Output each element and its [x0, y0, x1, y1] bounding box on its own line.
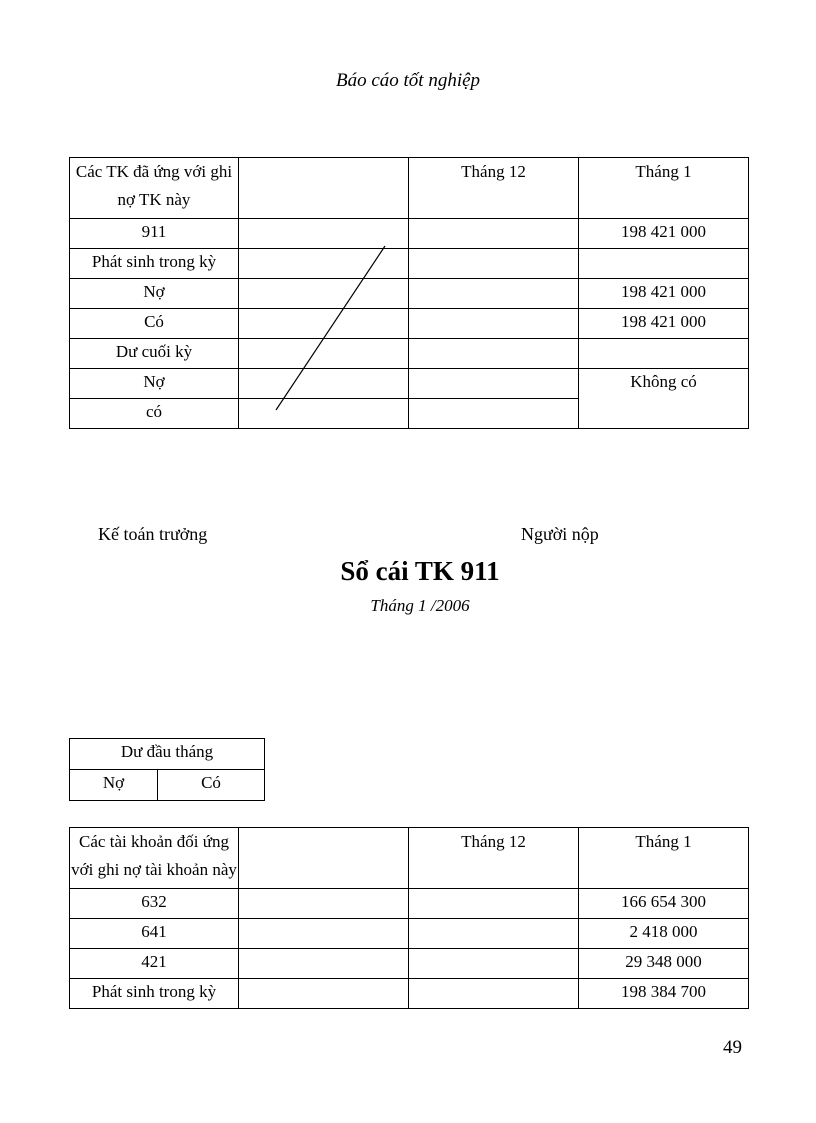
table-cell-merged: Không có [579, 369, 749, 429]
account-table-1 [69, 157, 749, 429]
header-cell [239, 158, 409, 219]
table-cell [239, 919, 409, 949]
row-label: 641 [70, 919, 239, 949]
table-row [70, 339, 749, 369]
row-label: Nợ [70, 369, 239, 399]
table-row [70, 949, 749, 979]
table-cell [239, 279, 409, 309]
table-row [70, 219, 749, 249]
table-cell [239, 219, 409, 249]
table-cell: 166 654 300 [579, 889, 749, 919]
table-cell [239, 979, 409, 1009]
table-cell: 2 418 000 [579, 919, 749, 949]
table-cell [409, 979, 579, 1009]
row-label: 632 [70, 889, 239, 919]
row-label: có [70, 399, 239, 429]
debit-label: Nợ [70, 770, 158, 801]
table-cell [409, 919, 579, 949]
table-cell [239, 309, 409, 339]
table-cell: 198 384 700 [579, 979, 749, 1009]
table-row [70, 919, 749, 949]
header-cell: Các TK đã ứng với ghi nợ TK này [70, 158, 239, 219]
table-cell [409, 399, 579, 429]
opening-balance-table [69, 738, 265, 801]
table-cell [239, 249, 409, 279]
row-label: Dư cuối kỳ [70, 339, 239, 369]
table-cell [409, 369, 579, 399]
table-cell [239, 949, 409, 979]
signature-chief-accountant: Kế toán trưởng [98, 524, 208, 544]
table-cell [409, 889, 579, 919]
row-label: Phát sinh trong kỳ [70, 249, 239, 279]
header-cell: Tháng 1 [579, 158, 749, 219]
account-table-2 [69, 827, 749, 1009]
table-row [70, 979, 749, 1009]
table-row [70, 309, 749, 339]
table-cell [409, 279, 579, 309]
row-label: Có [70, 309, 239, 339]
table-cell [239, 399, 409, 429]
header-cell: Tháng 1 [579, 828, 749, 889]
header-cell: Tháng 12 [409, 158, 579, 219]
table-header-row [70, 739, 265, 770]
table-header-row [70, 158, 749, 219]
table-cell [239, 369, 409, 399]
ledger-subtitle: Tháng 1 /2006 [370, 596, 470, 615]
header-cell [239, 828, 409, 889]
row-label: 421 [70, 949, 239, 979]
table-row [70, 770, 265, 801]
opening-balance-title: Dư đầu tháng [70, 739, 265, 770]
table-cell [409, 309, 579, 339]
table-cell [239, 339, 409, 369]
table-header-row [70, 828, 749, 889]
table-row [70, 369, 749, 399]
table-cell [579, 249, 749, 279]
signature-submitter: Người nộp [521, 524, 599, 544]
table-row [70, 249, 749, 279]
table-cell: 198 421 000 [579, 219, 749, 249]
table-cell [409, 249, 579, 279]
table-cell: 198 421 000 [579, 309, 749, 339]
table-cell [239, 889, 409, 919]
table-cell: 198 421 000 [579, 279, 749, 309]
row-label: 911 [70, 219, 239, 249]
ledger-title: Sổ cái TK 911 [340, 556, 500, 586]
header-cell: Tháng 12 [409, 828, 579, 889]
table-cell [409, 339, 579, 369]
header-cell: Các tài khoản đối ứng với ghi nợ tài khoản này [70, 828, 239, 889]
table-cell [579, 339, 749, 369]
table-cell [409, 949, 579, 979]
table-row [70, 889, 749, 919]
row-label: Nợ [70, 279, 239, 309]
table-cell: 29 348 000 [579, 949, 749, 979]
table-cell [409, 219, 579, 249]
row-label: Phát sinh trong kỳ [70, 979, 239, 1009]
table-row [70, 279, 749, 309]
report-header-title: Báo cáo tốt nghiệp [335, 70, 481, 91]
credit-label: Có [158, 770, 265, 801]
page-number: 49 [723, 1037, 742, 1058]
